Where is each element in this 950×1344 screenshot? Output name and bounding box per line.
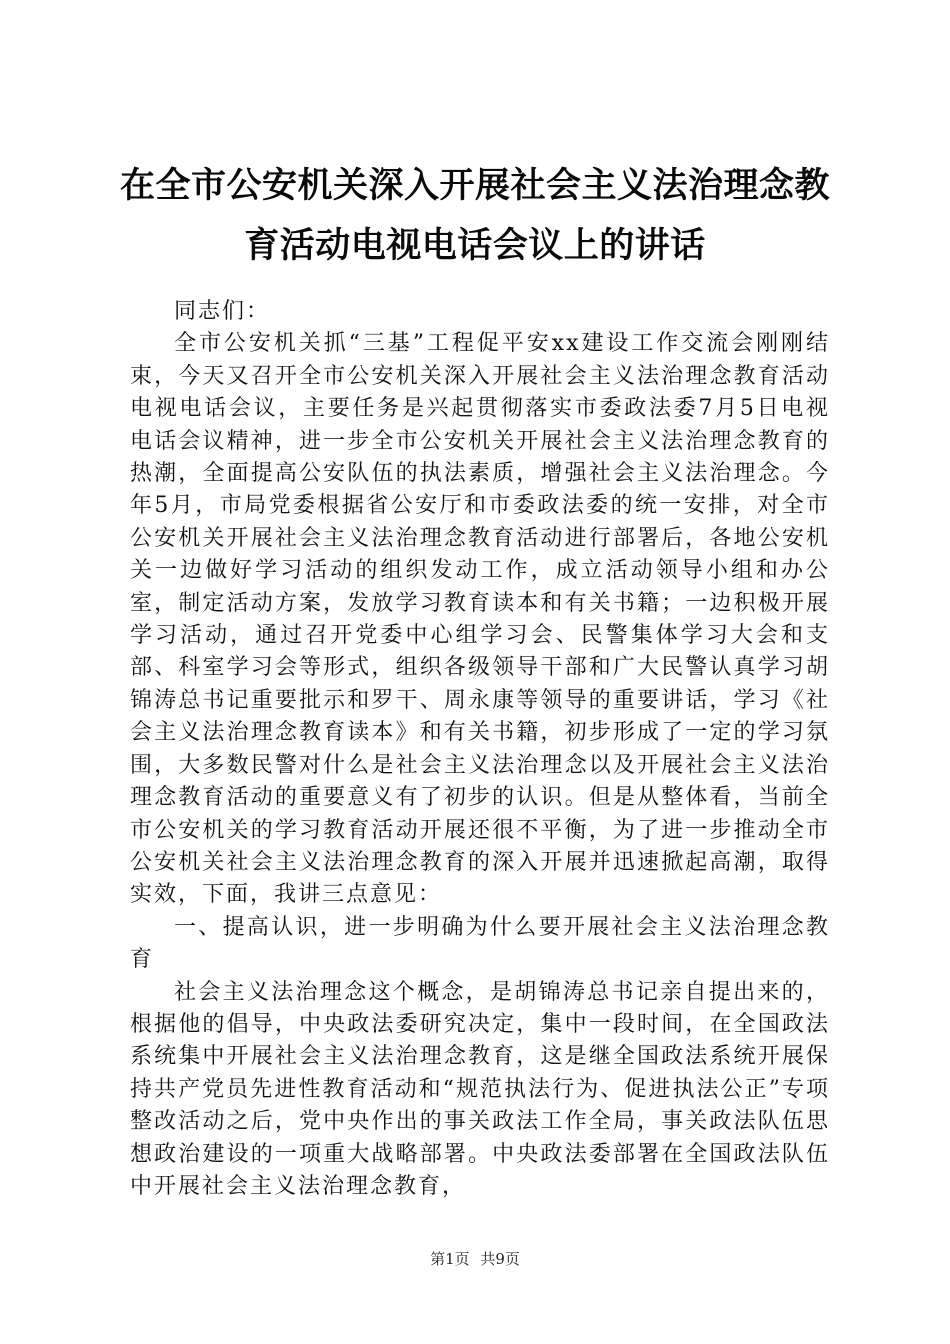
paragraph-intro: 全市公安机关抓“三基”工程促平安xx建设工作交流会刚刚结束，今天又召开全市公安机关深入开展社会主义法治理念教育活动电视电话会议，主要任务是兴起贯彻落实市委政法委7月5日电视电话会议精神，进一步全市公安机关开展社会主义法治理念教育的热潮，全面提高公安队伍的执法素质，增强社会主义法治理念。今年5月，市局党委根据省公安厅和市委政法委的统一安排，对全市公安机关开展社会主义法治理念教育活动进行部署后，各地公安机关一边做好学习活动的组织发动工作，成立活动领导小组和办公室，制定活动方案，发放学习教育读本和有关书籍；一边积极开展学习活动，通过召开党委中心组学习会、民警集体学习大会和支部、科室学习会等形式，组织各级领导干部和广大民警认真学习胡锦涛总书记重要批示和罗干、周永康等领导的重要讲话，学习《社会主义法治理念教育读本》和有关书籍，初步形成了一定的学习氛围，大多数民警对什么是社会主义法治理念以及开展社会主义法治理念教育活动的重要意义有了初步的认识。但是从整体看，当前全市公安机关的学习教育活动开展还很不平衡，为了进一步推动全市公安机关社会主义法治理念教育的深入开展并迅速掀起高潮，取得实效，下面，我讲三点意见： — [130, 331, 830, 908]
title-line-2: 育活动电视电话会议上的讲话 — [244, 226, 706, 266]
document-title — [100, 156, 850, 276]
page-footer — [0, 1248, 950, 1269]
page-total: 共9页 — [480, 1250, 520, 1268]
document-body — [130, 296, 830, 1203]
title-line-1: 在全市公安机关深入开展社会主义法治理念教 — [119, 166, 830, 206]
section-heading-1: 一、提高认识，进一步明确为什么要开展社会主义法治理念教育 — [130, 914, 830, 973]
page-number: 第1页 — [430, 1250, 470, 1268]
salutation: 同志们： — [174, 299, 271, 324]
paragraph-section-1: 社会主义法治理念这个概念，是胡锦涛总书记亲自提出来的，根据他的倡导，中央政法委研究决定，集中一段时间，在全国政法系统集中开展社会主义法治理念教育，这是继全国政法系统开展保持共产党员先进性教育活动和“规范执法行为、促进执法公正”专项整改活动之后，党中央作出的事关政法工作全局，事关政法队伍思想政治建设的一项重大战略部署。中央政法委部署在全国政法队伍中开展社会主义法治理念教育， — [130, 979, 830, 1199]
